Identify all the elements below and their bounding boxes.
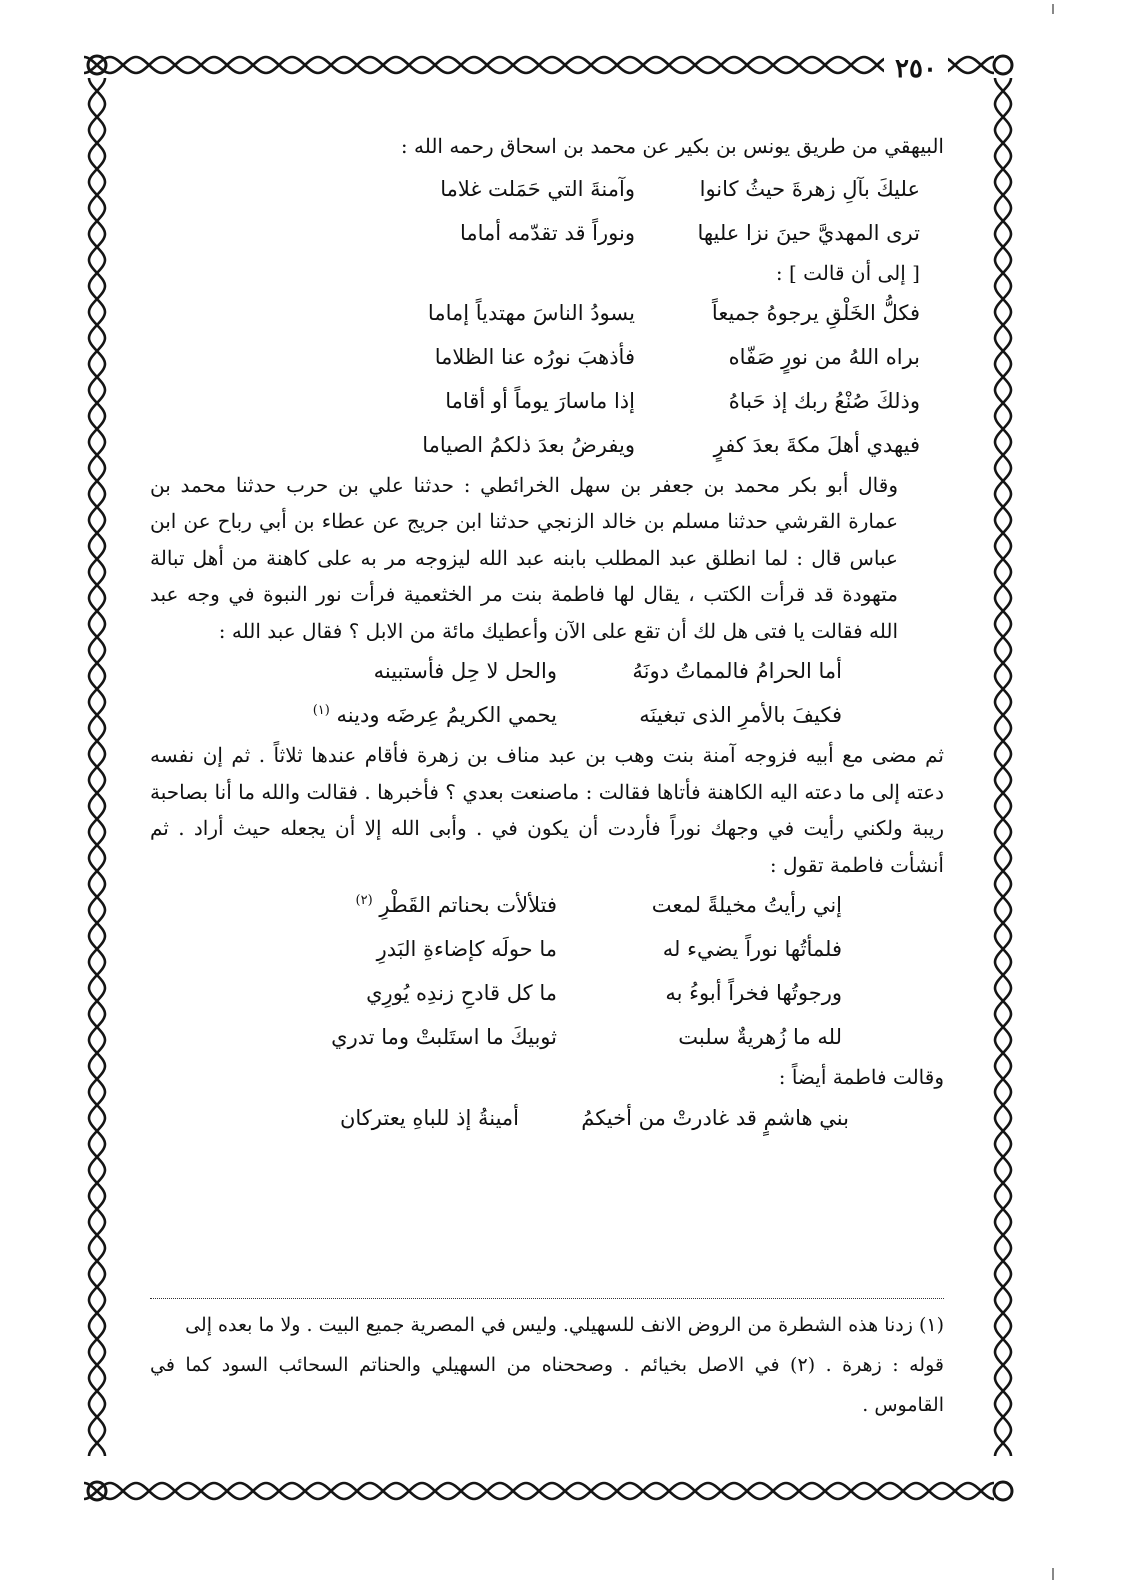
poem-5: [150, 1096, 944, 1140]
footnote-marker: (١): [312, 703, 330, 718]
verse-first-half: لله ما زُهريةٌ سلبت: [678, 1025, 842, 1049]
verse-second-half: إذا ماسارَ يوماً أو أقاما: [445, 388, 635, 413]
footnote-line: (١) زدنا هذه الشطرة من الروض الانف للسهيلي. وليس في المصرية جميع البيت . ولا ما بعده إلى: [185, 1314, 944, 1336]
scan-mark-top: [1052, 4, 1054, 14]
footnotes: [150, 1298, 944, 1425]
verse-second-half: [277, 893, 587, 917]
page-number: ٢٥٠: [884, 52, 948, 86]
verse-line: [150, 971, 842, 1015]
verse-first-half: أما الحرامُ فالمماتُ دونَهُ: [632, 659, 842, 683]
page-body: [150, 128, 944, 1140]
paragraph-2: ثم مضى مع أبيه فزوجه آمنة بنت وهب بن عبد مناف بن زهرة فأقام عندها ثلاثاً . ثم إن نفسه دعته إلى ما دعته اليه الكاهنة فأتاها فقالت : ماصنعت بعدي ؟ فأخبرها . فقالت والله ما أنا بصاحبة ريبة ولكني رأيت في وجهك نوراً فأردت أن يكون في . وأبى الله إلا أن يجعله حيث أراد . ثم أنشأت فاطمة تقول :: [150, 743, 944, 877]
verse-second-half: أمينةُ إذ للباهِ يعتركان: [339, 1105, 519, 1130]
verse-line: [150, 167, 920, 211]
verse-second-half: يسودُ الناسَ مهتدياً إماما: [427, 300, 635, 325]
paragraph-1: وقال أبو بكر محمد بن جعفر بن سهل الخرائطي : حدثنا علي بن حرب حدثنا محمد بن عمارة القرشي حدثنا مسلم بن خالد الزنجي حدثنا ابن جريج عن عطاء بن أبي رباح عن ابن عباس قال : لما انطلق عبد المطلب بابنه عبد الله ليزوجه مر به على كاهنة من أهل تبالة متهودة قد قرأت الكتب ، يقال لها فاطمة بنت مر الخثعمية فرأت نور النبوة في وجه عبد الله فقالت يا فتى هل لك أن تقع على الآن وأعطيك مائة من الابل ؟ فقال عبد الله :: [150, 472, 898, 643]
verse-line: [150, 883, 842, 927]
verse-line: [150, 649, 842, 693]
verse-line: [150, 927, 842, 971]
poem-3: [150, 649, 944, 737]
verse-first-half: فلمأتُها نوراً يضيء له: [662, 937, 842, 961]
poem-4: [150, 883, 944, 1059]
verse-first-half: ترى المهديَّ حينَ نزا عليها: [697, 220, 920, 245]
verse-line: [150, 693, 842, 737]
footnote-line: قوله : زهرة . (٢) في الاصل بخيائم . وصححناه من السهيلي والحناتم السحائب السود كما في القاموس .: [150, 1354, 944, 1416]
verse-second-half: ثوبيكَ ما استَلبتْ وما تدري: [331, 1025, 557, 1049]
scan-mark-bottom: [1052, 1568, 1054, 1580]
verse-line: [150, 379, 920, 423]
verse-text: فتلألأت بحناتم القَطْرِ: [379, 893, 557, 917]
paragraph-3: وقالت فاطمة أيضاً :: [778, 1065, 944, 1089]
verse-second-half: وآمنةَ التي حَمَلت غلاما: [440, 176, 635, 201]
verse-second-half: فأذهبَ نورُه عنا الظلاما: [434, 344, 635, 369]
verse-first-half: براه اللهُ من نورٍ صَفّاه: [728, 344, 920, 369]
verse-line: [150, 335, 920, 379]
verse-first-half: وذلكَ صُنْعُ ربك إذ حَباهُ: [728, 388, 920, 413]
verse-second-half: ونوراً قد تقدّمه أماما: [459, 220, 635, 245]
verse-first-half: فكلُّ الخَلْقِ يرجوهُ جميعاً: [711, 300, 920, 325]
verse-first-half: عليكَ بآلِ زهرةَ حيثُ كانوا: [699, 176, 920, 201]
verse-line: [150, 291, 920, 335]
verse-first-half: فيهدي أهلَ مكةَ بعدَ كفرٍ: [713, 432, 920, 457]
verse-line: [150, 1015, 842, 1059]
verse-first-half: فكيفَ بالأمرِ الذى تبغينَه: [639, 703, 842, 727]
verse-second-half: ما كل قادحِ زندِه يُورِي: [366, 981, 557, 1005]
poem-1: [150, 167, 944, 255]
verse-second-half: ما حولَه كإضاءةِ البَدرِ: [376, 937, 557, 961]
verse-line: [150, 423, 920, 467]
poem-2: [150, 291, 944, 467]
verse-first-half: بني هاشمٍ قد غادرتْ من أخيكمُ: [581, 1105, 849, 1130]
verse-second-half: ويفرضُ بعدَ ذلكمُ الصياما: [422, 432, 635, 457]
verse-second-half: [277, 703, 587, 727]
verse-line: [150, 1096, 849, 1140]
footnote-marker: (٢): [355, 893, 373, 908]
verse-first-half: ورجوتُها فخراً أبوءُ به: [665, 981, 842, 1005]
footnote-divider: [150, 1298, 944, 1299]
verse-text: يحمي الكريمُ عِرضَه ودينه: [336, 703, 557, 727]
verse-second-half: والحل لا حِل فأستبينه: [373, 659, 557, 683]
intro-line: البيهقي من طريق يونس بن بكير عن محمد بن اسحاق رحمه الله :: [400, 134, 944, 158]
verse-first-half: إني رأيتُ مخيلةً لمعت: [651, 893, 842, 917]
bracket-note: [ إلى أن قالت ] :: [775, 260, 920, 285]
verse-line: [150, 211, 920, 255]
